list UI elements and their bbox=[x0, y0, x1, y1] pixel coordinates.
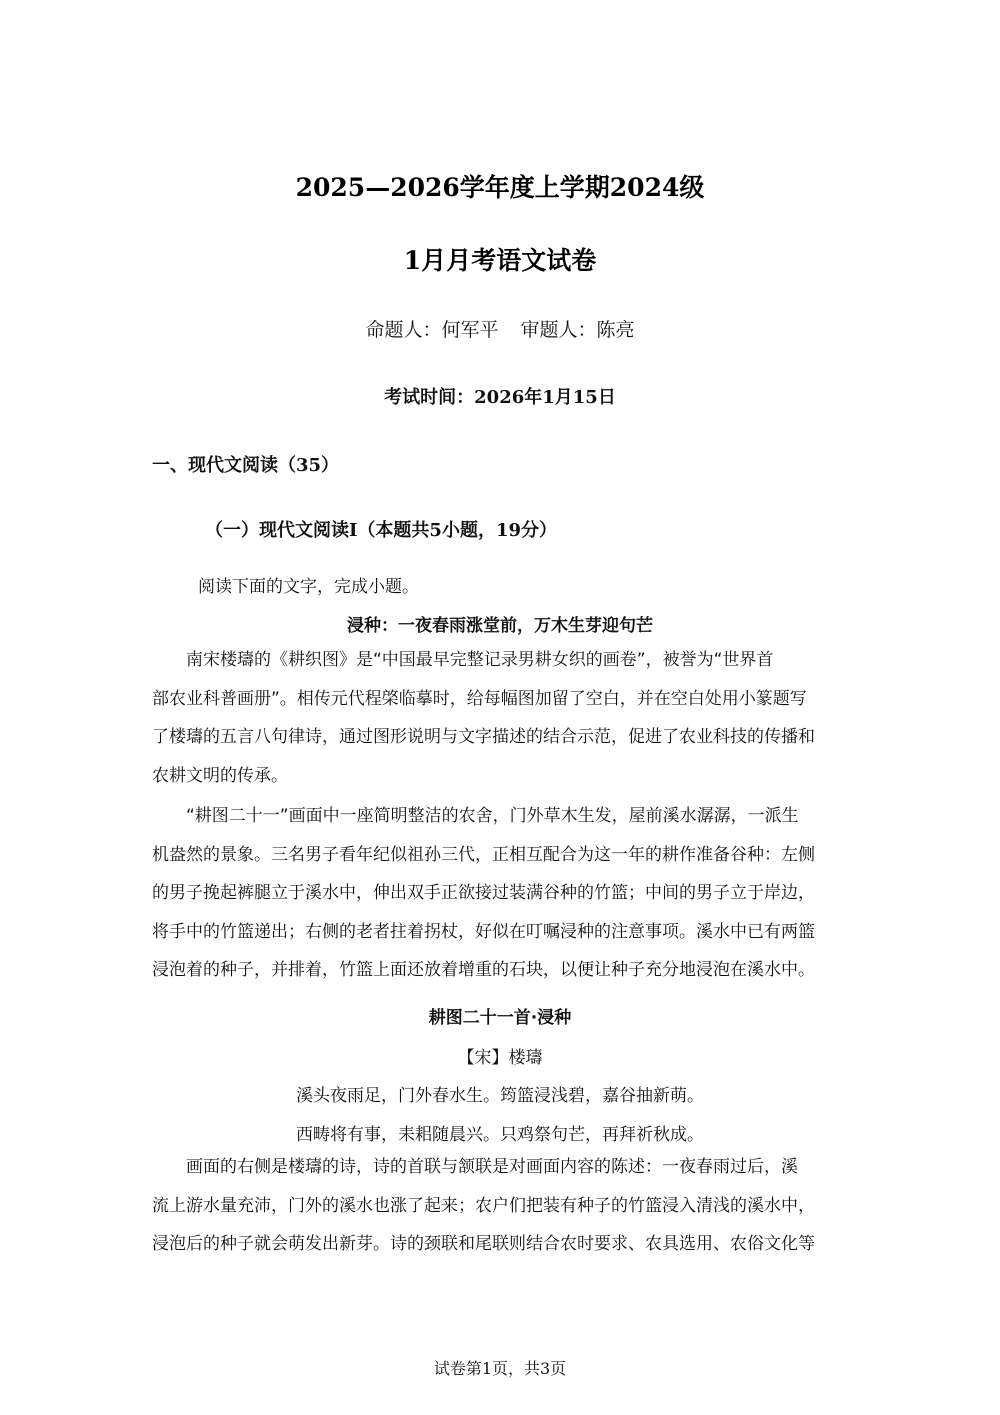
paragraph-line: 的男子挽起裤腿立于溪水中，伸出双手正欲接过装满谷种的竹篮；中间的男子立于岸边， bbox=[152, 883, 815, 903]
paragraph-2 bbox=[152, 797, 842, 990]
paragraph-line: 画面的右侧是楼璹的诗，诗的首联与颔联是对画面内容的陈述：一夜春雨过后，溪 bbox=[186, 1157, 798, 1177]
paragraph-line: 南宋楼璹的《耕织图》是“中国最早完整记录男耕女织的画卷”，被誉为“世界首 bbox=[186, 650, 774, 670]
subsection-heading: （一）现代文阅读I（本题共5小题，19分） bbox=[205, 520, 557, 541]
paragraph-line: 机盎然的景象。三名男子看年纪似祖孙三代，正相互配合为这一年的耕作准备谷种：左侧 bbox=[152, 844, 815, 865]
poem-line-2: 西畴将有事，耒耜随晨兴。只鸡祭句芒，再拜祈秋成。 bbox=[296, 1125, 704, 1145]
paragraph-line: 部农业科普画册”。相传元代程棨临摹时，给每幅图加留了空白，并在空白处用小篆题写 bbox=[152, 688, 807, 709]
paragraph-line: 浸泡着的种子，并排着，竹篮上面还放着增重的石块，以便让种子充分地浸泡在溪水中。 bbox=[152, 960, 815, 980]
paragraph-line: “耕图二十一”画面中一座简明整洁的农舍，门外草木生发，屋前溪水潺潺，一派生 bbox=[186, 806, 799, 826]
exam-time: 考试时间：2026年1月15日 bbox=[384, 387, 616, 408]
paragraph-line: 农耕文明的传承。 bbox=[152, 765, 288, 786]
instruction: 阅读下面的文字，完成小题。 bbox=[198, 577, 419, 597]
paragraph-line: 了楼璹的五言八句律诗，通过图形说明与文字描述的结合示范，促进了农业科技的传播和 bbox=[152, 727, 815, 747]
exam-title-line1: 2025—2026学年度上学期2024级 bbox=[295, 173, 705, 202]
reviewer: 审题人：陈亮 bbox=[520, 319, 635, 341]
page-footer: 试卷第1页，共3页 bbox=[433, 1359, 567, 1378]
poem-line-1: 溪头夜雨足，门外春水生。筠篮浸浅碧，嘉谷抽新萌。 bbox=[296, 1086, 704, 1106]
article-title: 浸种：一夜春雨涨堂前，万木生芽迎句芒 bbox=[347, 616, 653, 636]
paragraph-line: 浸泡后的种子就会萌发出新芽。诗的颈联和尾联则结合农时要求、农具选用、农俗文化等 bbox=[152, 1234, 815, 1254]
paragraph-1 bbox=[152, 641, 842, 795]
section-heading: 一、现代文阅读（35） bbox=[152, 455, 340, 476]
paragraph-3 bbox=[152, 1148, 842, 1264]
poem-title: 耕图二十一首·浸种 bbox=[428, 1008, 572, 1028]
paragraph-line: 将手中的竹篮递出；右侧的老者拄着拐杖，好似在叮嘱浸种的注意事项。溪水中已有两篮 bbox=[152, 921, 815, 942]
poem-author: 【宋】楼璹 bbox=[457, 1048, 543, 1068]
paragraph-line: 流上游水量充沛，门外的溪水也涨了起来；农户们把装有种子的竹篮浸入清浅的溪水中， bbox=[152, 1195, 815, 1216]
authors-line bbox=[0, 315, 1000, 342]
exam-title-line2: 1月月考语文试卷 bbox=[403, 246, 597, 275]
setter: 命题人：何军平 bbox=[365, 319, 499, 341]
